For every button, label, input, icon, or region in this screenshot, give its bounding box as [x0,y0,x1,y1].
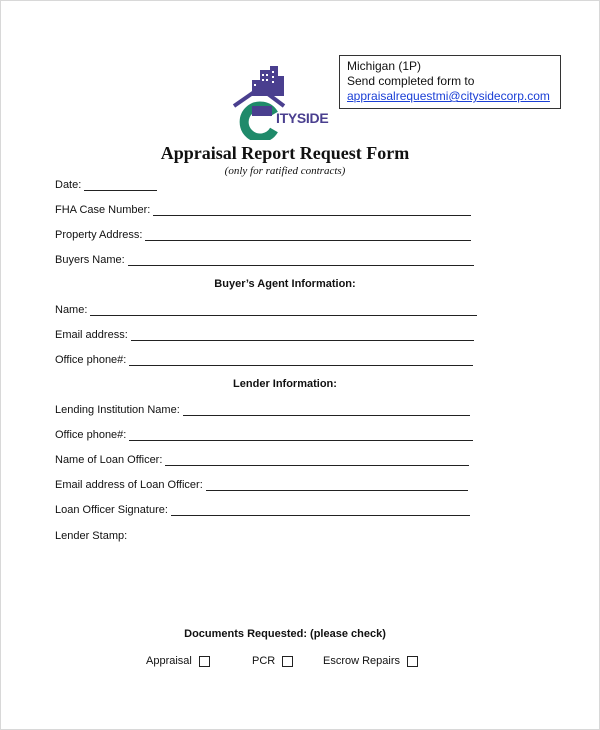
pcr-option[interactable] [252,655,293,667]
agent-email-field[interactable] [131,329,474,341]
property-row [55,227,471,241]
signature-row [55,502,470,516]
escrow-label: Escrow Repairs [323,655,401,667]
stamp-label: Lender Stamp: [55,530,128,542]
appraisal-option[interactable] [146,655,210,667]
officer-email-field[interactable] [206,479,468,491]
institution-row [55,402,470,416]
date-label: Date: [55,179,82,191]
fha-field[interactable] [153,204,471,216]
buyers-label: Buyers Name: [55,254,125,266]
logo-wordmark: ITYSIDE [276,110,329,126]
appraisal-label: Appraisal [146,655,192,667]
fha-label: FHA Case Number: [55,204,151,216]
escrow-checkbox[interactable] [407,656,418,667]
cityside-logo [230,64,342,140]
page-subtitle: (only for ratified contracts) [224,165,346,177]
appraisal-checkbox[interactable] [199,656,210,667]
submission-info-box [339,55,561,109]
buyers-row [55,252,474,266]
region-label: Michigan (1P) [347,59,422,73]
officer-label: Name of Loan Officer: [55,454,163,466]
escrow-option[interactable] [323,655,418,667]
property-label: Property Address: [55,229,143,241]
agent-email-label: Email address: [55,329,128,341]
officer-email-row [55,477,468,491]
pcr-label: PCR [252,655,276,667]
page-title: Appraisal Report Request Form [160,143,410,163]
agent-phone-label: Office phone#: [55,354,127,366]
agent-email-row [55,327,474,341]
send-instruction: Send completed form to [347,74,475,88]
institution-label: Lending Institution Name: [55,404,180,416]
stamp-row [55,528,127,542]
buyer-agent-heading: Buyer’s Agent Information: [214,278,356,290]
documents-heading: Documents Requested: (please check) [184,628,386,640]
agent-phone-field[interactable] [129,354,473,366]
buyers-field[interactable] [128,254,474,266]
submission-email-link[interactable]: appraisalrequestmi@citysidecorp.com [347,89,550,103]
date-row [55,177,157,191]
agent-name-field[interactable] [90,304,477,316]
institution-field[interactable] [183,404,470,416]
agent-phone-row [55,352,473,366]
fha-row [55,202,471,216]
agent-name-row [55,302,477,316]
officer-email-label: Email address of Loan Officer: [55,479,203,491]
pcr-checkbox[interactable] [282,656,293,667]
officer-row [55,452,469,466]
lender-phone-row [55,427,473,441]
lender-phone-label: Office phone#: [55,429,127,441]
lender-phone-field[interactable] [129,429,473,441]
property-field[interactable] [145,229,471,241]
officer-field[interactable] [165,454,469,466]
signature-label: Loan Officer Signature: [55,504,168,516]
lender-heading: Lender Information: [233,378,337,390]
signature-field[interactable] [171,504,470,516]
agent-name-label: Name: [55,304,88,316]
date-field[interactable] [84,179,157,191]
